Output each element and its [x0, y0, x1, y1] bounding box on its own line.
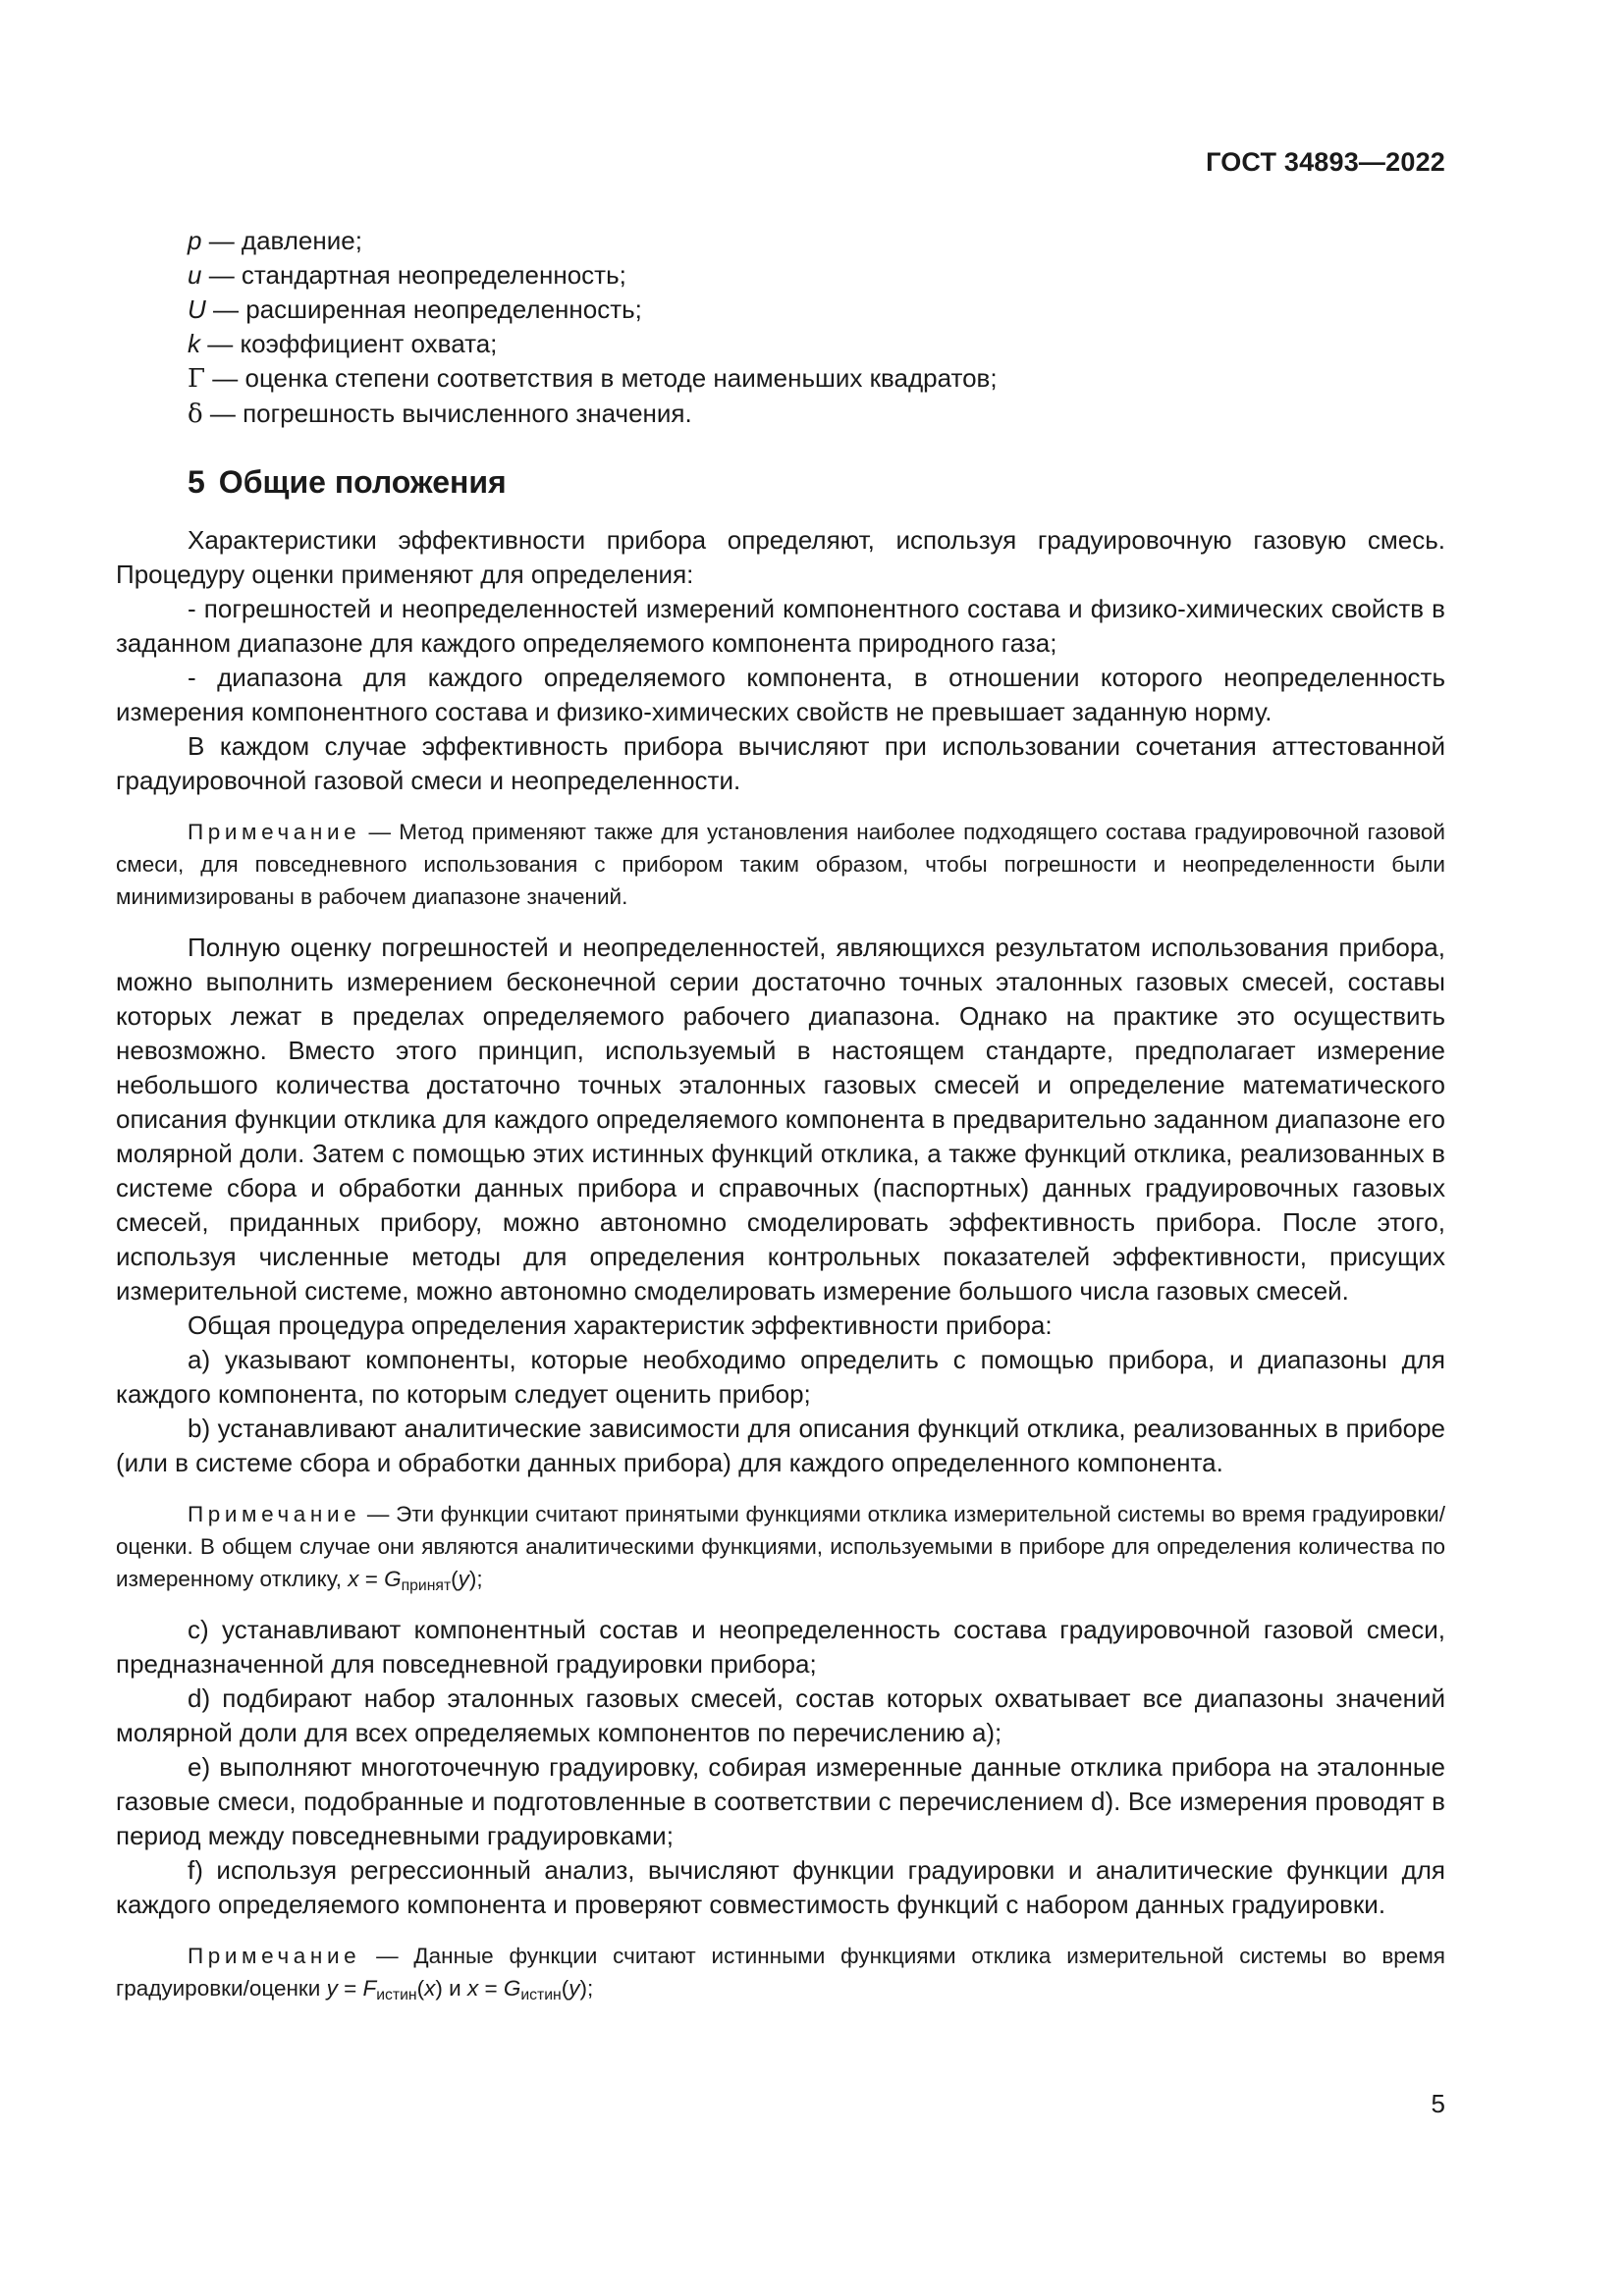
note: [116, 1940, 1445, 2004]
formula-op: (: [451, 1567, 459, 1591]
symbol-description: — погрешность вычисленного значения.: [202, 399, 692, 428]
list-item: e) выполняют многоточечную градуировку, собирая измеренные данные отклика прибора на эталонные газовые смеси, подобранные и подготовленные в соответствии с перечислением d). Все измерения проводят в период между повседневными градуировками;: [116, 1752, 1445, 1850]
paragraph: - диапазона для каждого определяемого компонента, в отношении которого неопределенность измерения компонентного состава и физико-химических свойств не превышает заданную норму.: [116, 663, 1445, 726]
symbol-row: [188, 327, 1445, 361]
symbol-row: [188, 293, 1445, 327]
symbol-list: [188, 224, 1445, 432]
symbol-row: [188, 361, 1445, 397]
paragraph: Характеристики эффективности прибора определяют, используя градуировочную газовую смесь. Процедуру оценки применяют для определения:: [116, 525, 1445, 589]
standard-designation: ГОСТ 34893—2022: [1206, 147, 1445, 177]
formula-op: );: [468, 1567, 483, 1591]
symbol: U: [188, 294, 206, 324]
section-heading: [188, 460, 1445, 504]
list-item: f) используя регрессионный анализ, вычисляют функции градуировки и аналитические функции для каждого определяемого компонента и проверяют совместимость функций с набором данных градуировки.: [116, 1855, 1445, 1919]
formula-op: =: [478, 1976, 504, 2001]
list-item: a) указывают компоненты, которые необходимо определить с помощью прибора, и диапазоны для каждого компонента, по которым следует оценить прибор;: [116, 1345, 1445, 1409]
formula-op: (: [561, 1976, 569, 2001]
symbol: u: [188, 260, 202, 290]
note-text: — Эти функции считают принятыми функциями отклика измерительной системы во время градуировки/оценки. В общем случае они являются аналитическими функциями, используемыми в приборе для определения количества по измеренному отклику,: [116, 1502, 1445, 1591]
symbol-description: — давление;: [201, 226, 362, 255]
symbol-description: — расширенная неопределенность;: [205, 294, 642, 324]
formula-op: =: [358, 1567, 385, 1591]
formula-func: G: [503, 1976, 521, 2001]
symbol: k: [188, 329, 200, 358]
symbol-row: [188, 258, 1445, 293]
formula-func: G: [384, 1567, 402, 1591]
formula-op: ): [435, 1976, 443, 2001]
paragraph: - погрешностей и неопределенностей измерений компонентного состава и физико-химических свойств в заданном диапазоне для каждого определяемого компонента природного газа;: [116, 594, 1445, 658]
symbol: δ: [188, 400, 203, 429]
symbol: Γ: [188, 364, 206, 394]
formula-var: x: [348, 1567, 359, 1591]
formula-var: y: [458, 1567, 469, 1591]
note-text: — Данные функции считают истинными функциями отклика измерительной системы во время градуировки/оценки: [116, 1944, 1445, 2001]
symbol-row: [188, 224, 1445, 258]
formula-subscript: истин: [520, 1987, 562, 2003]
note: [116, 1498, 1445, 1595]
formula-var: y: [326, 1976, 338, 2001]
formula-func: F: [362, 1976, 377, 2001]
section-number: 5: [188, 464, 205, 500]
formula-var: y: [568, 1976, 580, 2001]
symbol-row: [188, 397, 1445, 432]
symbol-description: — коэффициент охвата;: [200, 329, 498, 358]
formula-op: =: [337, 1976, 363, 2001]
note-text: — Метод применяют также для установления наиболее подходящего состава градуировочной газовой смеси, для повседневного использования с прибором таким образом, чтобы погрешности и неопределенности были минимизированы в рабочем диапазоне значений.: [116, 820, 1445, 909]
page-body: [116, 224, 1445, 2022]
formula-subscript: принят: [401, 1577, 452, 1594]
note-label: Примечание: [188, 1502, 361, 1526]
paragraph: Полную оценку погрешностей и неопределенностей, являющихся результатом использования прибора, можно выполнить измерением бесконечной серии достаточно точных эталонных газовых смесей, составы которых лежат в пределах определяемого рабочего диапазона. Однако на практике это осуществить невозможно. Вместо этого принцип, используемый в настоящем стандарте, предполагает измерение небольшого количества достаточно точных эталонных газовых смесей и определение математического описания функции отклика для каждого определяемого компонента в предварительно заданном диапазоне его молярной доли. Затем с помощью этих истинных функций отклика, а также функций отклика, реализованных в системе сбора и обработки данных прибора и справочных (паспортных) данных градуировочных газовых смесей, приданных прибору, можно автономно смоделировать эффективность прибора. После этого, используя численные методы для определения контрольных показателей эффективности, присущих измерительной системе, можно автономно смоделировать измерение большого числа газовых смесей.: [116, 933, 1445, 1306]
list-item: d) подбирают набор эталонных газовых смесей, состав которых охватывает все диапазоны значений молярной доли для всех определяемых компонентов по перечислению a);: [116, 1683, 1445, 1747]
paragraph: В каждом случае эффективность прибора вычисляют при использовании сочетания аттестованной градуировочной газовой смеси и неопределенности.: [116, 731, 1445, 795]
list-item: b) устанавливают аналитические зависимости для описания функций отклика, реализованных в приборе (или в системе сбора и обработки данных прибора) для каждого определенного компонента.: [116, 1414, 1445, 1477]
note-label: Примечание: [188, 1944, 361, 1968]
symbol: p: [188, 226, 202, 255]
symbol-description: — стандартная неопределенность;: [201, 260, 626, 290]
formula-op: (: [416, 1976, 425, 2001]
formula-var: x: [466, 1976, 479, 2001]
symbol-description: — оценка степени соответствия в методе наименьших квадратов;: [205, 363, 998, 393]
note-text: и: [442, 1976, 467, 2001]
note-label: Примечание: [188, 820, 361, 844]
formula-subscript: истин: [376, 1987, 417, 2003]
formula-var: x: [424, 1976, 436, 2001]
note: [116, 816, 1445, 913]
page-number: 5: [1431, 2089, 1445, 2118]
paragraph: Общая процедура определения характеристик эффективности прибора:: [188, 1310, 1053, 1340]
list-item: c) устанавливают компонентный состав и неопределенность состава градуировочной газовой смеси, предназначенной для повседневной градуировки прибора;: [116, 1615, 1445, 1679]
section-title: Общие положения: [218, 464, 507, 500]
formula-op: );: [579, 1976, 594, 2001]
